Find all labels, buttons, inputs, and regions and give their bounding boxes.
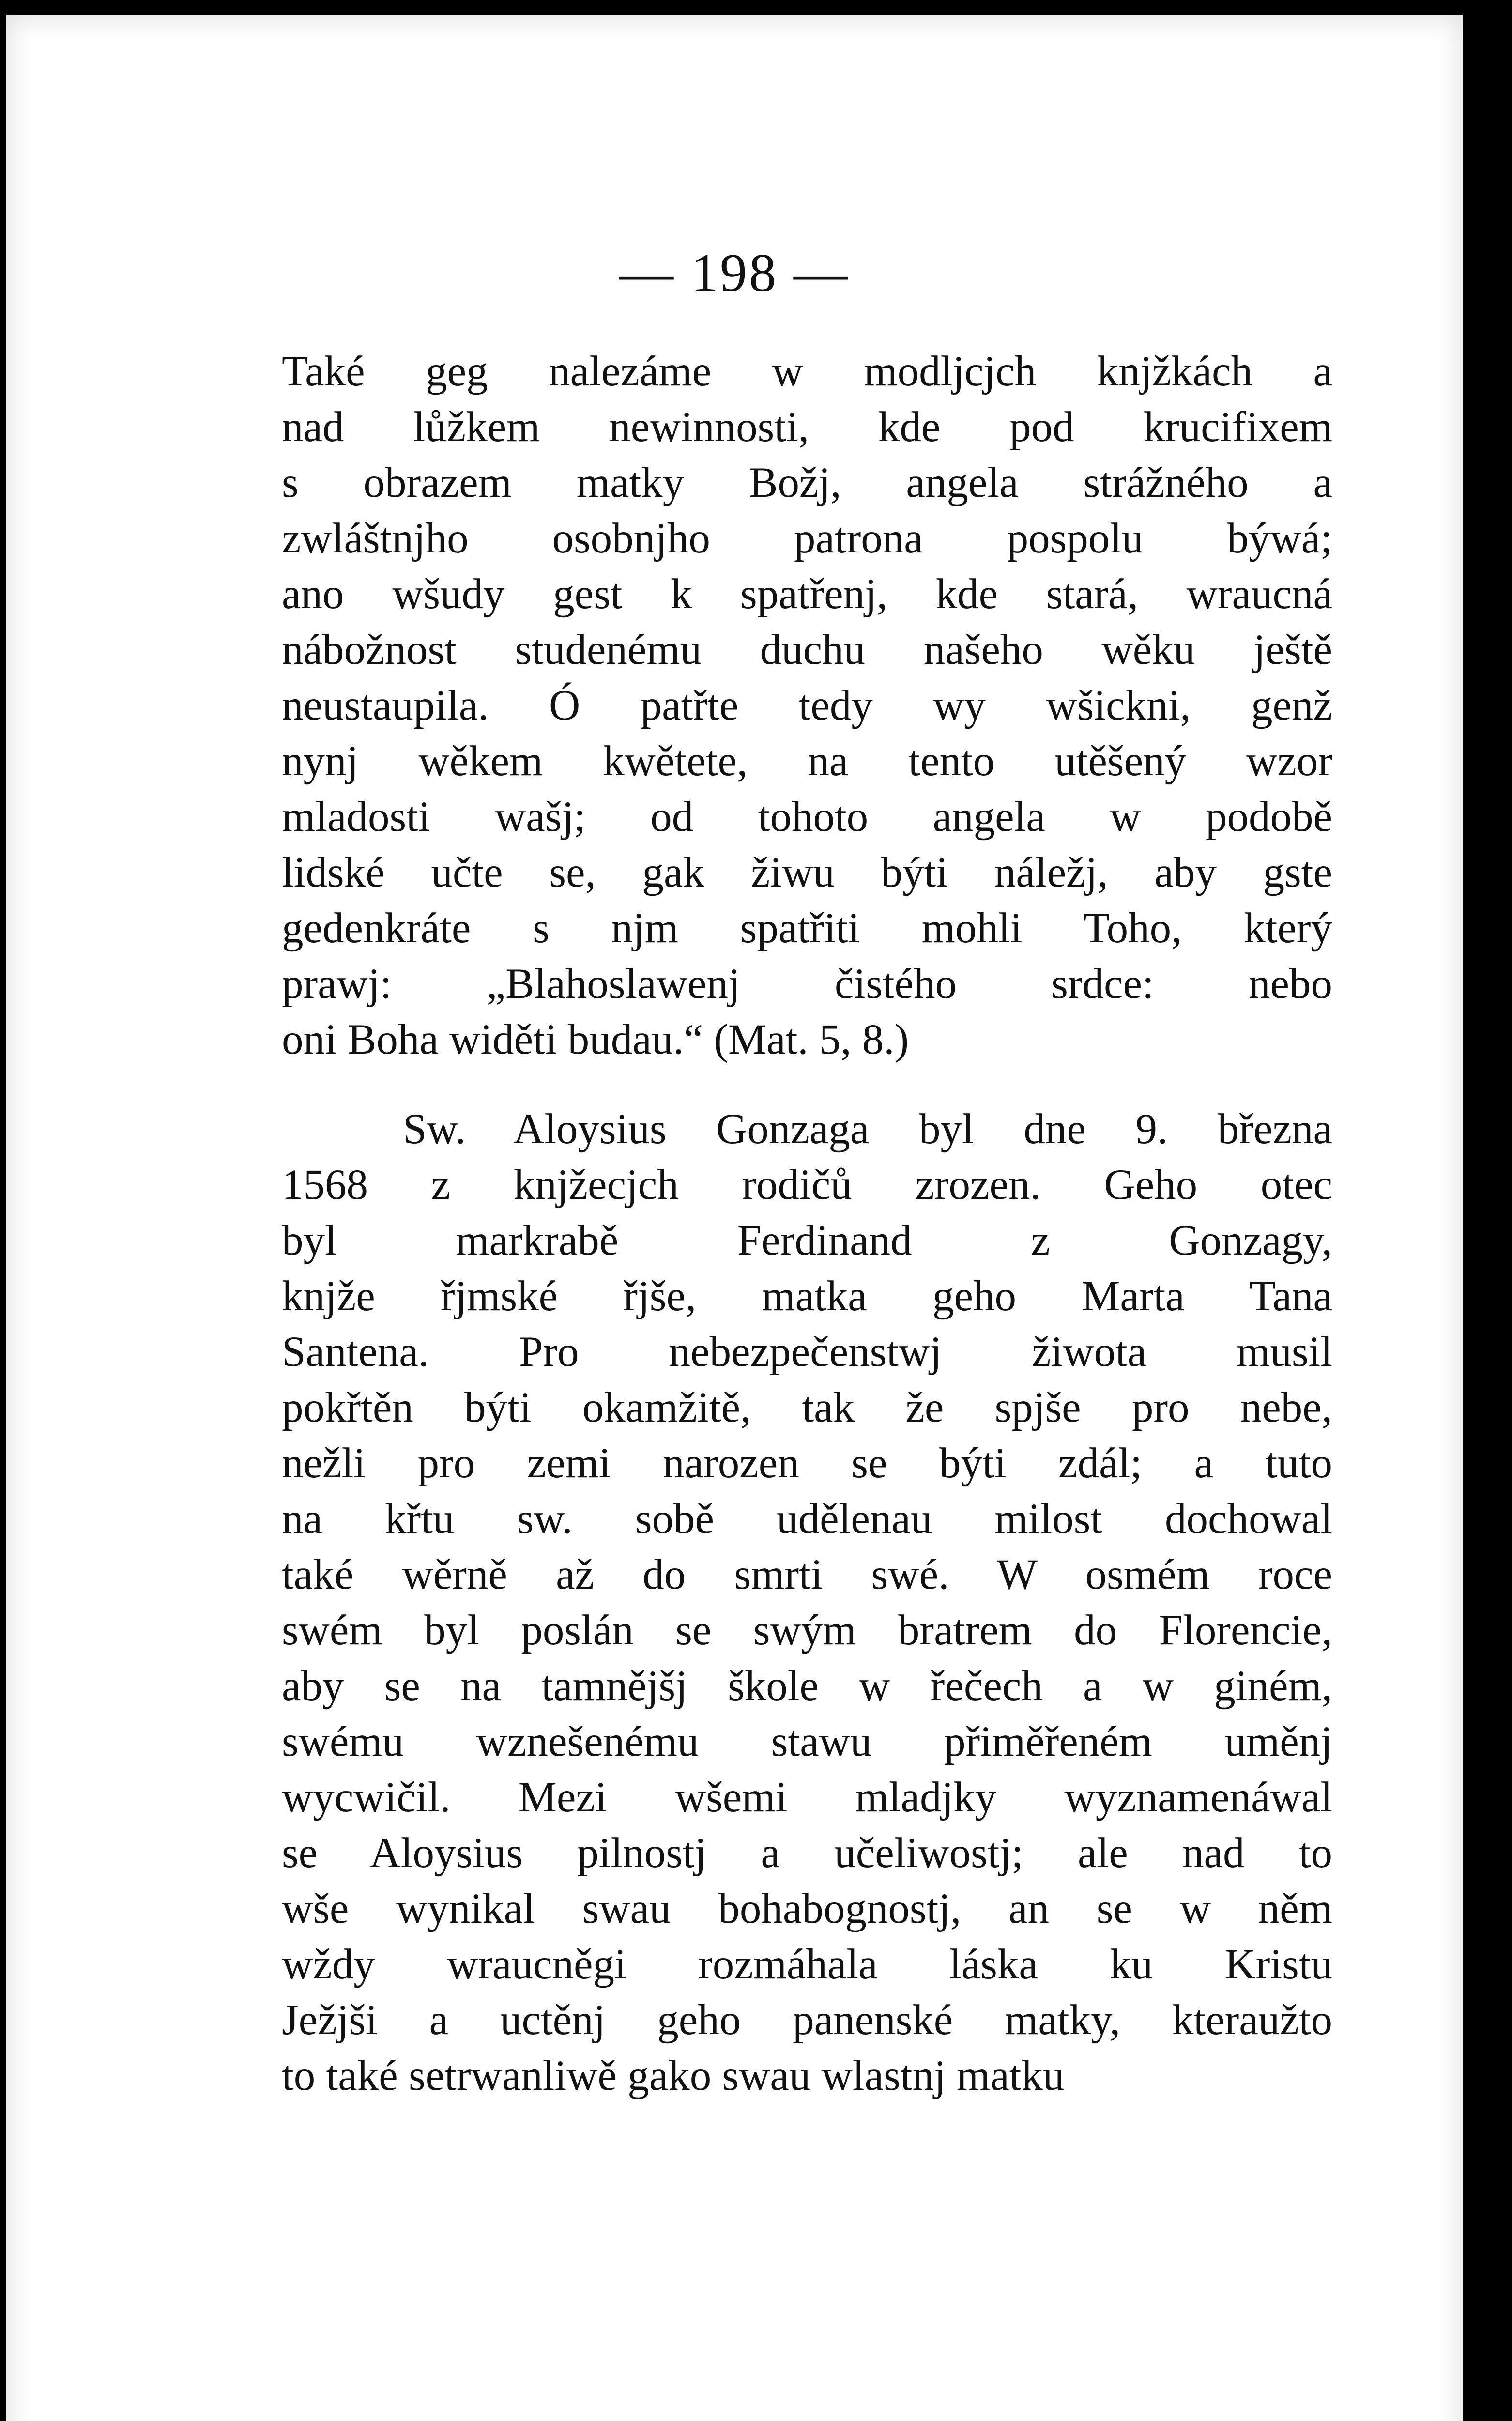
text-line: Ježjši a uctěnj geho panenské matky, kteraužto: [282, 1996, 1332, 2044]
text-line: pokřtěn býti okamžitě, tak že spjše pro nebe,: [282, 1384, 1332, 1431]
text-line: na křtu sw. sobě udělenau milost dochowal: [282, 1495, 1332, 1543]
text-line: také wěrně až do smrti swé. W osmém roce: [282, 1551, 1332, 1598]
body-text: [282, 344, 1332, 2104]
text-line: zwláštnjho osobnjho patrona pospolu býwá;: [282, 515, 1332, 562]
text-line: wycwičil. Mezi wšemi mladjky wyznamenáwal: [282, 1774, 1332, 1821]
text-line: ano wšudy gest k spatřenj, kde stará, wraucná: [282, 570, 1332, 618]
paragraph-gap: [282, 1068, 1332, 1102]
text-line: se Aloysius pilnostj a učeliwostj; ale nad to: [282, 1829, 1332, 1877]
text-line: wše wynikal swau bohabognostj, an se w něm: [282, 1885, 1332, 1932]
paragraph-1: [282, 344, 1332, 1068]
text-line: oni Boha widěti budau.“ (Mat. 5, 8.): [282, 1016, 909, 1063]
text-line: to také setrwanliwě gako swau wlastnj matku: [282, 2052, 1065, 2099]
text-line: lidské učte se, gak žiwu býti náležj, aby gste: [282, 849, 1332, 896]
text-line: swém byl poslán se swým bratrem do Florencie,: [282, 1607, 1332, 1654]
page-number: — 198 —: [619, 243, 850, 303]
text-line: swému wznešenému stawu přiměřeném uměnj: [282, 1718, 1332, 1765]
text-line: mladosti wašj; od tohoto angela w podobě: [282, 793, 1332, 841]
text-line: s obrazem matky Božj, angela strážného a: [282, 459, 1332, 506]
text-line: Také geg nalezáme w modljcjch knjžkách a: [282, 348, 1332, 395]
text-line: nad lůžkem newinnosti, kde pod krucifixem: [282, 403, 1332, 451]
text-line: gedenkráte s njm spatřiti mohli Toho, který: [282, 904, 1332, 952]
book-page: [6, 15, 1463, 2421]
text-line: prawj: „Blahoslawenj čistého srdce: nebo: [282, 960, 1332, 1008]
text-line: nynj wěkem kwětete, na tento utěšený wzor: [282, 737, 1332, 785]
text-line: Santena. Pro nebezpečenstwj žiwota musil: [282, 1328, 1332, 1376]
scan-border: [1463, 0, 1512, 2421]
text-line: Sw. Aloysius Gonzaga byl dne 9. března: [403, 1105, 1332, 1153]
text-line: neustaupila. Ó patřte tedy wy wšickni, genž: [282, 682, 1332, 729]
text-line: aby se na tamnějšj škole w řečech a w giném,: [282, 1662, 1332, 1710]
text-line: byl markrabě Ferdinand z Gonzagy,: [282, 1217, 1332, 1264]
text-line: nábožnost studenému duchu našeho wěku ještě: [282, 626, 1332, 674]
text-line: knjže řjmské řjše, matka geho Marta Tana: [282, 1272, 1332, 1320]
text-line: 1568 z knjžecjch rodičů zrozen. Geho otec: [282, 1161, 1332, 1209]
paragraph-2: [282, 1102, 1332, 2104]
text-line: wždy wraucněgi rozmáhala láska ku Kristu: [282, 1941, 1332, 1988]
text-line: nežli pro zemi narozen se býti zdál; a tuto: [282, 1440, 1332, 1487]
